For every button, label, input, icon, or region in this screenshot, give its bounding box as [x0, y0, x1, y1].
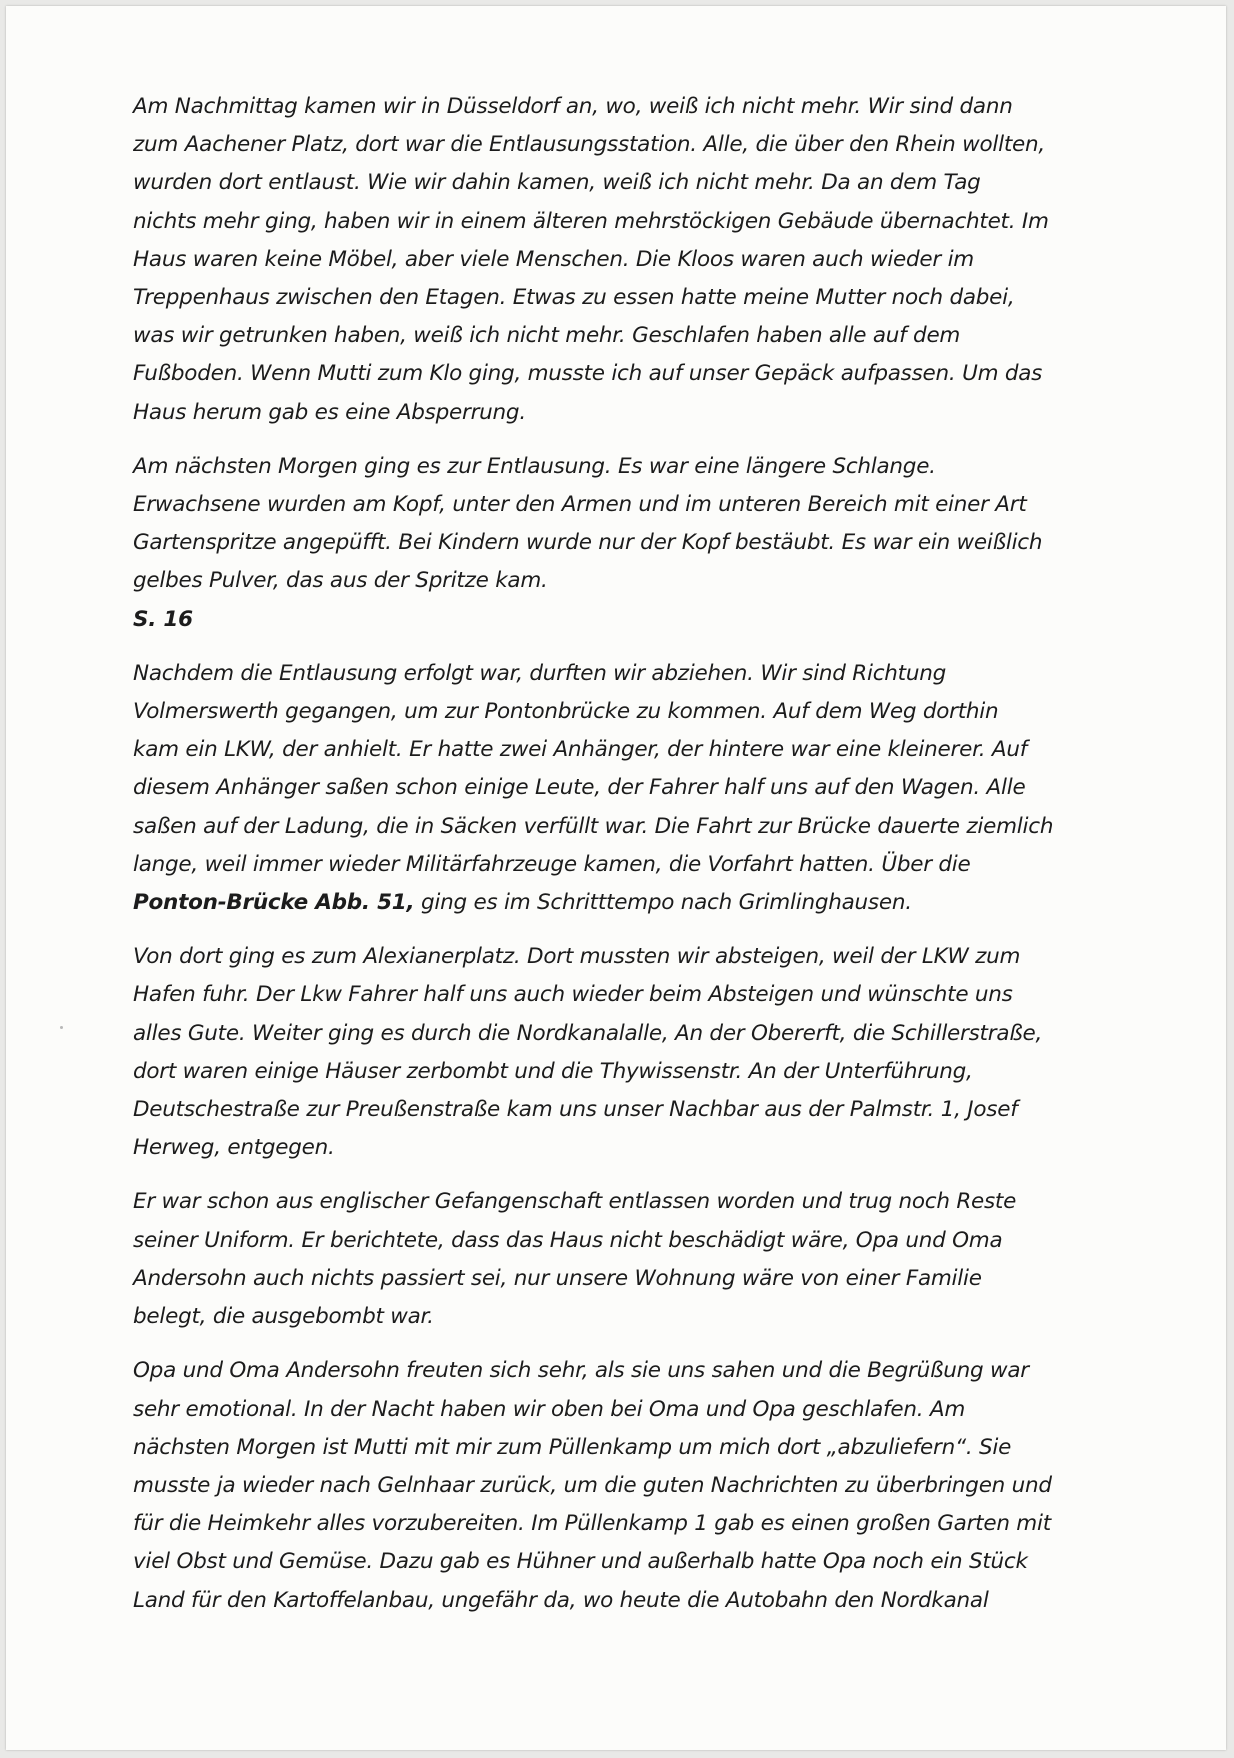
text-line: was wir getrunken haben, weiß ich nicht mehr. Geschlafen haben alle auf dem — [133, 323, 961, 349]
figure-reference: Ponton-Brücke Abb. 51, — [133, 890, 415, 916]
page-reference — [133, 601, 1163, 639]
paragraph-1 — [133, 88, 1163, 432]
text-line: Andersohn auch nichts passiert sei, nur unsere Wohnung wäre von einer Familie — [133, 1265, 982, 1291]
text-line: diesem Anhänger saßen schon einige Leute, der Fahrer half uns auf den Wagen. Alle — [133, 775, 1026, 801]
text-line: nichts mehr ging, haben wir in einem älteren mehrstöckigen Gebäude übernachtet. Im — [133, 208, 1049, 234]
text-line: saßen auf der Ladung, die in Säcken verfüllt war. Die Fahrt zur Brücke dauerte ziemlich — [133, 813, 1054, 839]
text-line: Von dort ging es zum Alexianerplatz. Dort mussten wir absteigen, weil der LKW zum — [133, 944, 1021, 970]
text-line: für die Heimkehr alles vorzubereiten. Im Püllenkamp 1 gab es einen großen Garten mit — [133, 1511, 1051, 1537]
text-line: Fußboden. Wenn Mutti zum Klo ging, musste ich auf unser Gepäck aufpassen. Um das — [133, 361, 1043, 387]
text-line: seiner Uniform. Er berichtete, dass das Haus nicht beschädigt wäre, Opa und Oma — [133, 1227, 1003, 1253]
paragraph-5 — [133, 1183, 1163, 1336]
text-line: Nachdem die Entlausung erfolgt war, durften wir abziehen. Wir sind Richtung — [133, 660, 946, 686]
text-line: Deutschestraße zur Preußenstraße kam uns unser Nachbar aus der Palmstr. 1, Josef — [133, 1097, 1018, 1123]
text-line: Am nächsten Morgen ging es zur Entlausung. Es war eine längere Schlange. — [133, 453, 936, 479]
text-line: Hafen fuhr. Der Lkw Fahrer half uns auch wieder beim Absteigen und wünschte uns — [133, 982, 1013, 1008]
document-page — [6, 6, 1226, 1750]
text-line: Herweg, entgegen. — [133, 1135, 335, 1161]
text-line: dort waren einige Häuser zerbombt und die Thywissenstr. An der Unterführung, — [133, 1058, 973, 1084]
paragraph-6 — [133, 1352, 1163, 1619]
document-body — [133, 88, 1163, 1636]
text-line: Opa und Oma Andersohn freuten sich sehr, als sie uns sahen und die Begrüßung war — [133, 1358, 1029, 1384]
paragraph-4 — [133, 938, 1163, 1167]
text-line: lange, weil immer wieder Militärfahrzeuge kamen, die Vorfahrt hatten. Über die — [133, 851, 971, 877]
text-line: Land für den Kartoffelanbau, ungefähr da, wo heute die Autobahn den Nordkanal — [133, 1587, 989, 1613]
text-line: belegt, die ausgebombt war. — [133, 1304, 434, 1330]
text-line: sehr emotional. In der Nacht haben wir oben bei Oma und Opa geschlafen. Am — [133, 1396, 966, 1422]
text-line: Volmerswerth gegangen, um zur Pontonbrücke zu kommen. Auf dem Weg dorthin — [133, 699, 999, 725]
text-line: musste ja wieder nach Gelnhaar zurück, um die guten Nachrichten zu überbringen und — [133, 1472, 1052, 1498]
text-line: zum Aachener Platz, dort war die Entlausungsstation. Alle, die über den Rhein wollten, — [133, 132, 1045, 158]
text-line: Haus herum gab es eine Absperrung. — [133, 399, 526, 425]
text-line-mixed — [133, 884, 1163, 922]
scan-speck — [60, 1026, 63, 1029]
text-line: nächsten Morgen ist Mutti mit mir zum Püllenkamp um mich dort „abzuliefern“. Sie — [133, 1434, 1012, 1460]
text-line: Gartenspritze angepüfft. Bei Kindern wurde nur der Kopf bestäubt. Es war ein weißlich — [133, 530, 1043, 556]
text-line: viel Obst und Gemüse. Dazu gab es Hühner und außerhalb hatte Opa noch ein Stück — [133, 1549, 1028, 1575]
text-line: alles Gute. Weiter ging es durch die Nordkanalalle, An der Obererft, die Schillerstraße, — [133, 1020, 1043, 1046]
text-line: kam ein LKW, der anhielt. Er hatte zwei Anhänger, der hintere war eine kleinerer. Auf — [133, 737, 1028, 763]
text-line: wurden dort entlaust. Wie wir dahin kamen, weiß ich nicht mehr. Da an dem Tag — [133, 170, 981, 196]
text-line: Erwachsene wurden am Kopf, unter den Armen und im unteren Bereich mit einer Art — [133, 492, 1027, 518]
text-line: Treppenhaus zwischen den Etagen. Etwas zu essen hatte meine Mutter noch dabei, — [133, 285, 1015, 311]
text-line: Haus waren keine Möbel, aber viele Menschen. Die Kloos waren auch wieder im — [133, 246, 974, 272]
page-reference-text: S. 16 — [133, 606, 193, 632]
paragraph-3 — [133, 655, 1163, 922]
text-line: gelbes Pulver, das aus der Spritze kam. — [133, 568, 548, 594]
text-line: Er war schon aus englischer Gefangenschaft entlassen worden und trug noch Reste — [133, 1189, 1017, 1215]
text-line: Am Nachmittag kamen wir in Düsseldorf an, wo, weiß ich nicht mehr. Wir sind dann — [133, 94, 1013, 119]
text-fragment: ging es im Schritttempo nach Grimlinghausen. — [414, 890, 912, 916]
paragraph-2 — [133, 448, 1163, 601]
